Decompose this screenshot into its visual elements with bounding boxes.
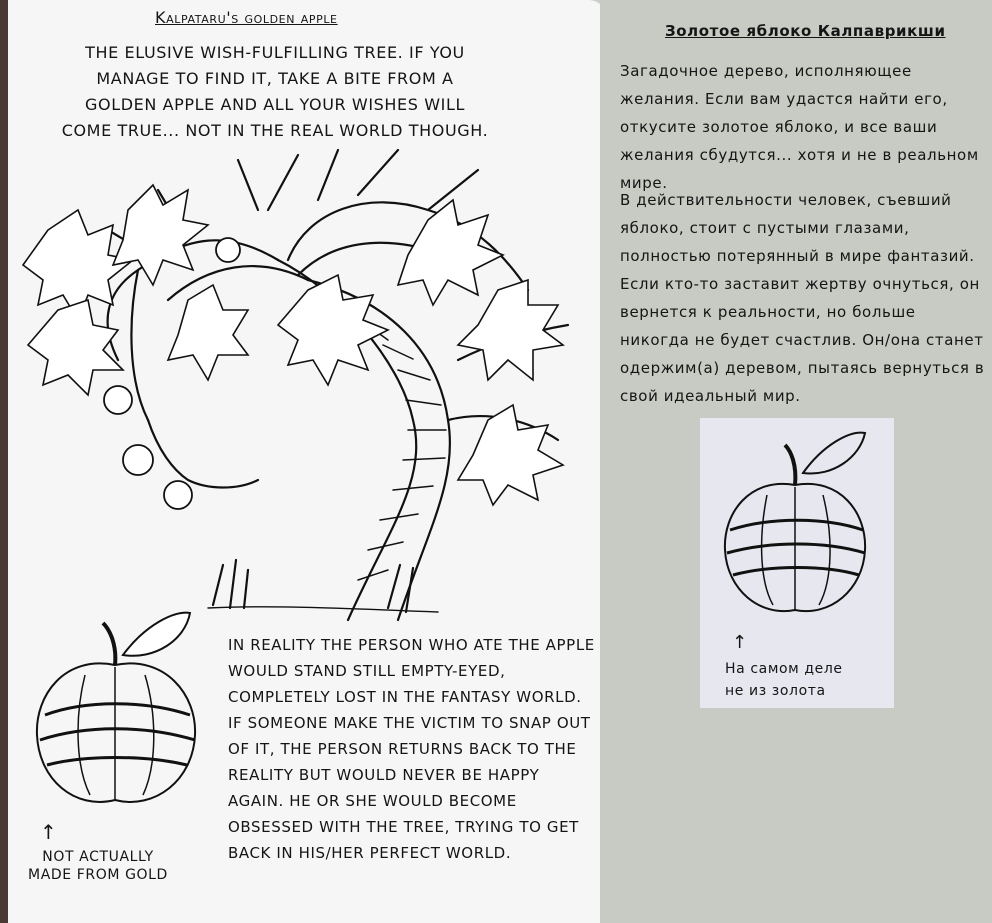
- arrow-up-icon: ↑: [732, 632, 748, 653]
- tree-drawing: [8, 60, 608, 680]
- russian-reality-text: В действительности человек, съевший яблоко, стоит с пустыми глазами, полностью потерянный в мире фантазий. Если кто-то заставит жертву очнуться, он вернется к реальности, но больше никогда не будет счастлив. Он/она станет одержим(а) деревом, пытаясь вернуться в свой идеальный мир.: [620, 191, 985, 405]
- english-apple-note: NOT ACTUALLY MADE FROM GOLD: [28, 849, 168, 883]
- english-title: Kalpataru's golden apple: [155, 8, 338, 27]
- apple-photo-drawing: [715, 425, 875, 625]
- apple-drawing: [25, 605, 205, 815]
- russian-apple-note: На самом деле не из золота: [725, 661, 843, 699]
- russian-title: Золотое яблоко Калпаврикши: [665, 22, 946, 40]
- russian-intro: Загадочное дерево, исполняющее желания. Если вам удастся найти его, откусите золотое яблоко, и все ваши желания сбудутся... хотя и не в реальном мире.: [620, 62, 979, 192]
- english-intro: THE ELUSIVE WISH-FULFILLING TREE. IF YOU MANAGE TO FIND IT, TAKE A BITE FROM A GOLDEN APPLE AND ALL YOUR WISHES WILL COME TRUE... NOT IN THE REAL WORLD THOUGH.: [61, 43, 489, 140]
- arrow-up-icon: ↑: [40, 820, 58, 844]
- english-reality-text: IN REALITY THE PERSON WHO ATE THE APPLE WOULD STAND STILL EMPTY-EYED, COMPLETELY LOST IN THE FANTASY WORLD. IF SOMEONE MAKE THE VICTIM TO SNAP OUT OF IT, THE PERSON RETURNS BACK TO THE REALITY BUT WOULD NEVER BE HAPPY AGAIN. HE OR SHE WOULD BECOME OBSESSED WITH THE TREE, TRYING TO GET BACK IN HIS/HER PERFECT WORLD.: [228, 636, 595, 862]
